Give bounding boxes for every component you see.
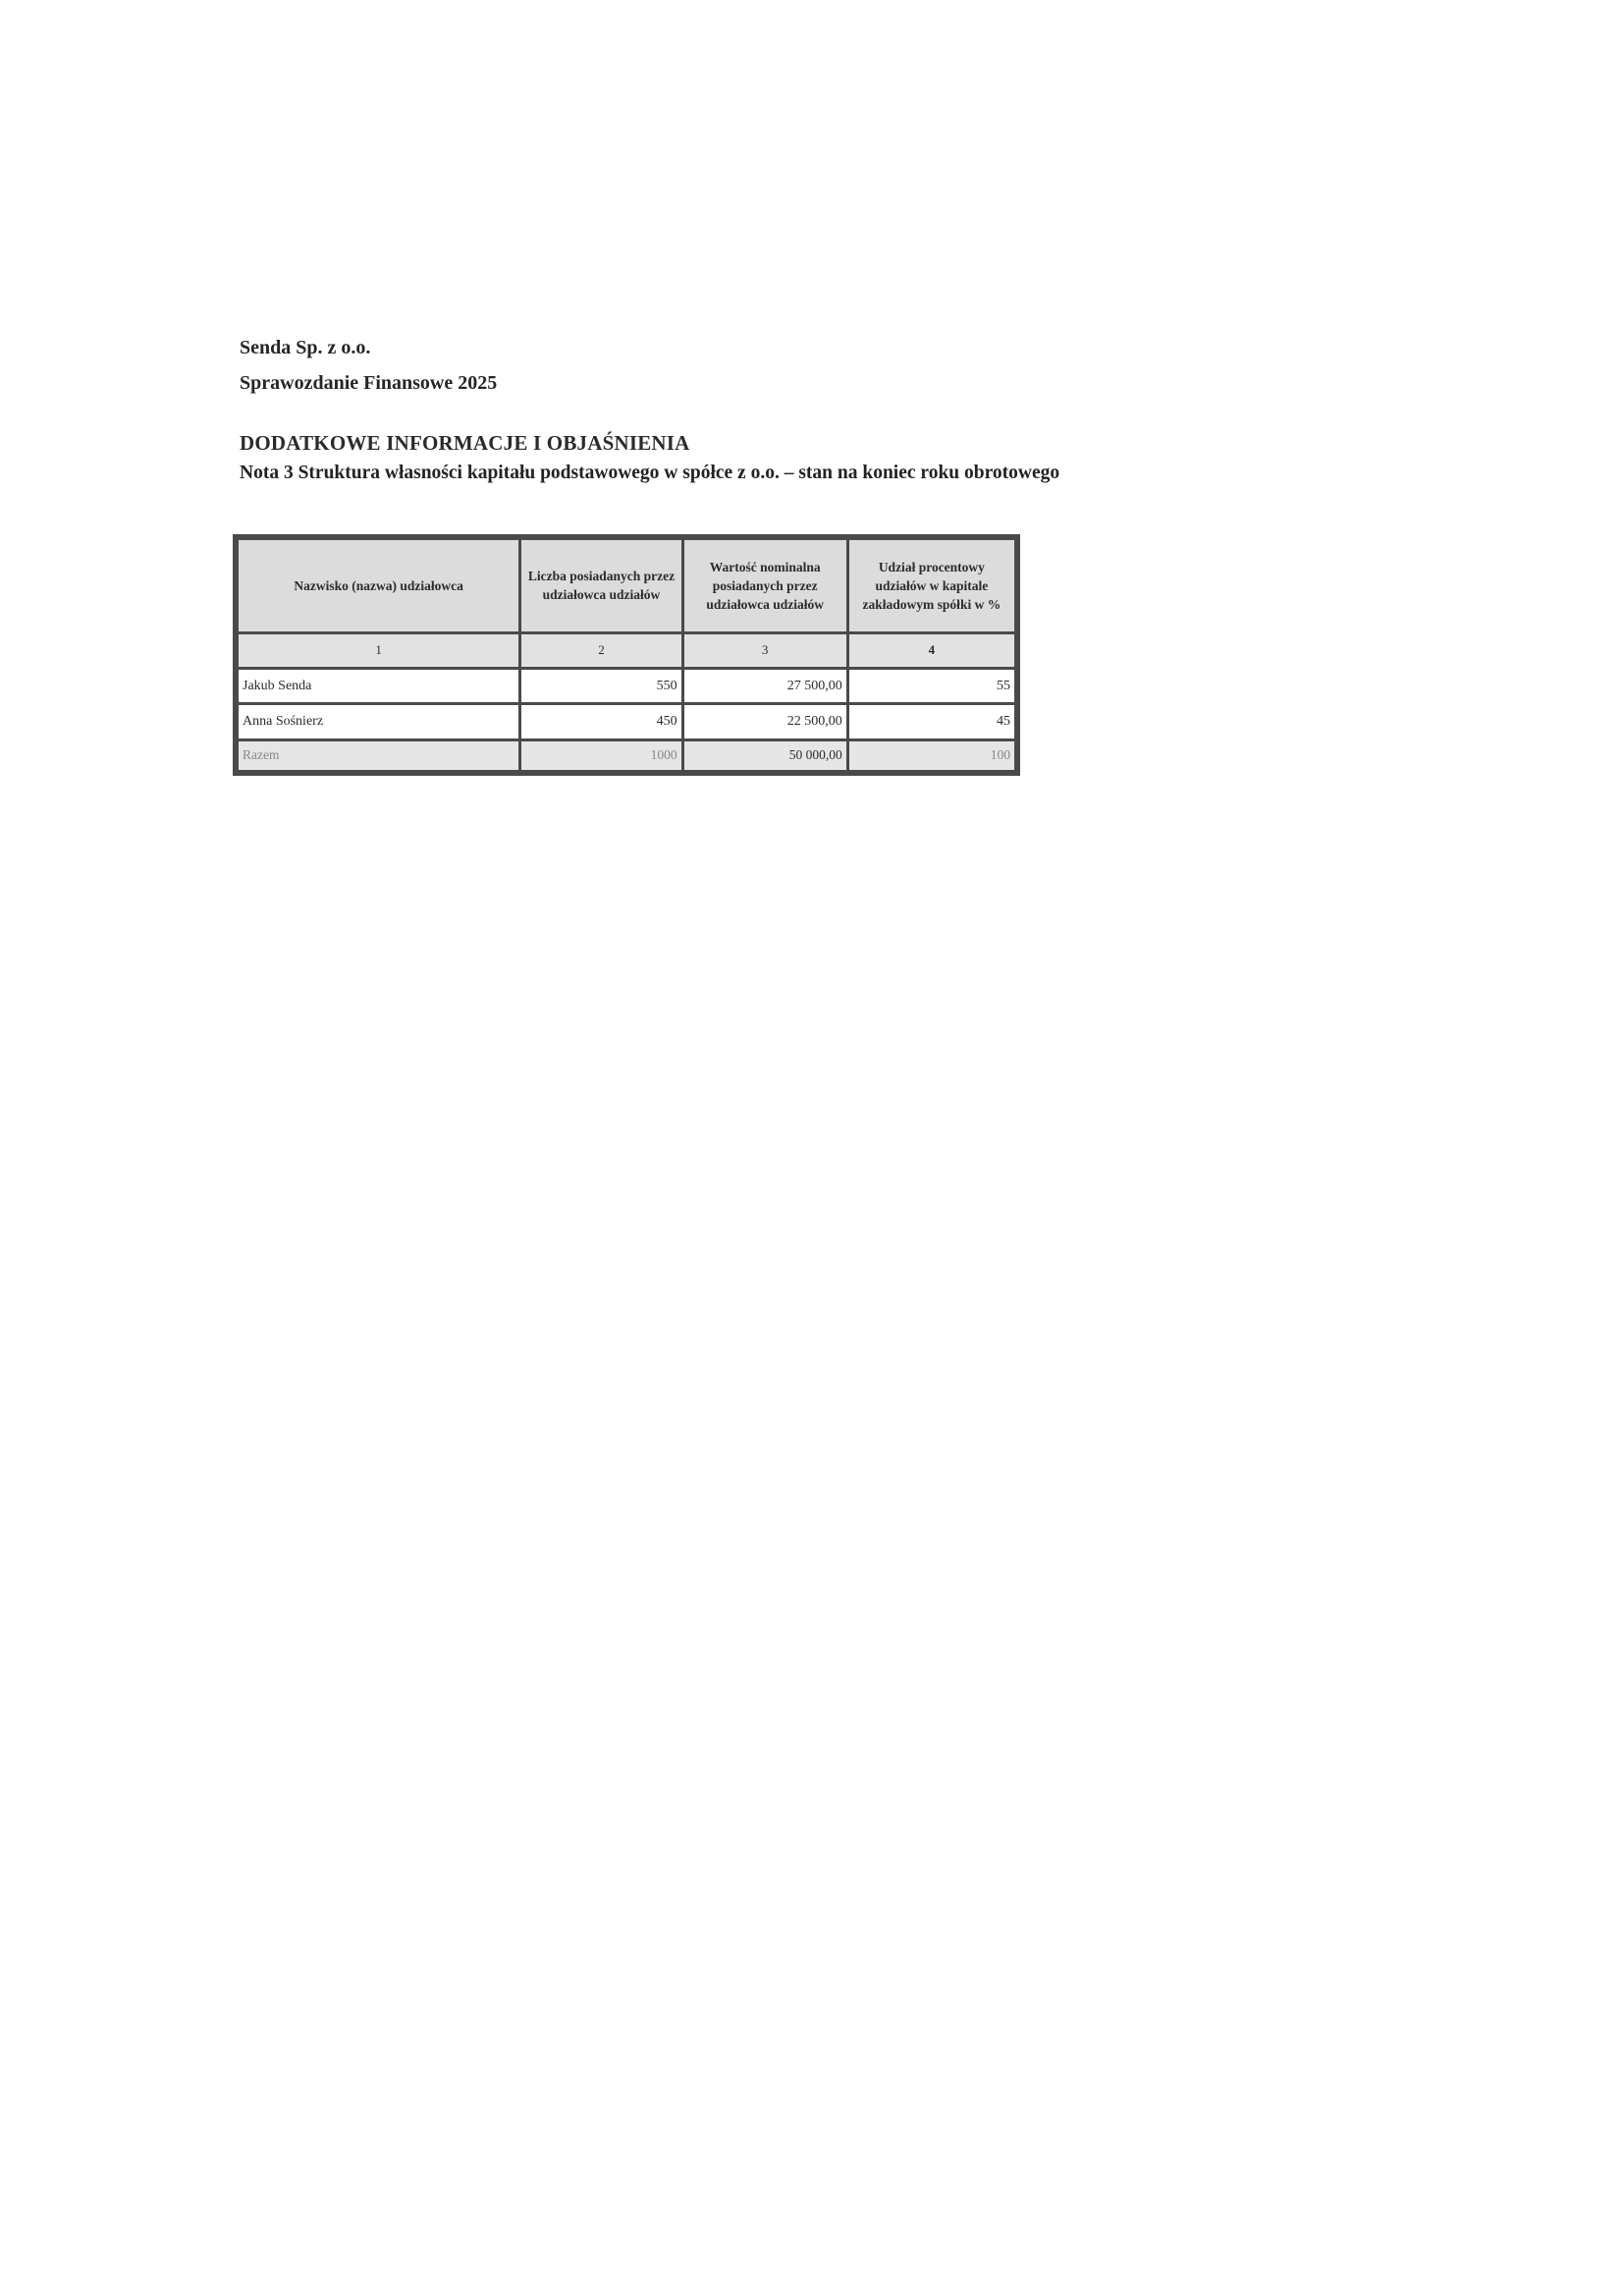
share-percent: 55 [849,670,1014,702]
column-header-percent: Udział procentowy udziałów w kapitale zakładowym spółki w % [849,540,1014,631]
column-header-shares: Liczba posiadanych przez udziałowca udziałów [521,540,680,631]
section-title: DODATKOWE INFORMACJE I OBJAŚNIENIA [240,431,690,455]
column-number-row [239,634,1014,667]
share-percent: 45 [849,705,1014,738]
shares-count: 450 [521,705,680,738]
total-row [239,741,1014,770]
nominal-value: 27 500,00 [684,670,846,702]
ownership-table [236,537,1017,773]
table-header-row [239,540,1014,631]
table-row [239,670,1014,702]
report-title: Sprawozdanie Finansowe 2025 [240,372,498,394]
column-header-nominal: Wartość nominalna posiadanych przez udziałowca udziałów [684,540,846,631]
total-label: Razem [239,741,518,770]
table-row [239,705,1014,738]
column-number-1: 1 [239,634,518,667]
ownership-table-frame [233,534,1020,776]
total-shares: 1000 [521,741,680,770]
column-header-name: Nazwisko (nazwa) udziałowca [239,540,518,631]
column-number-4: 4 [849,634,1014,667]
column-number-2: 2 [521,634,680,667]
column-number-3: 3 [684,634,846,667]
company-name: Senda Sp. z o.o. [240,337,371,358]
total-nominal: 50 000,00 [684,741,846,770]
total-percent: 100 [849,741,1014,770]
note-title: Nota 3 Struktura własności kapitału podstawowego w spółce z o.o. – stan na koniec roku obrotowego [240,463,1060,483]
shareholder-name: Anna Sośnierz [239,705,518,738]
shares-count: 550 [521,670,680,702]
nominal-value: 22 500,00 [684,705,846,738]
document-header [240,330,1320,488]
shareholder-name: Jakub Senda [239,670,518,702]
